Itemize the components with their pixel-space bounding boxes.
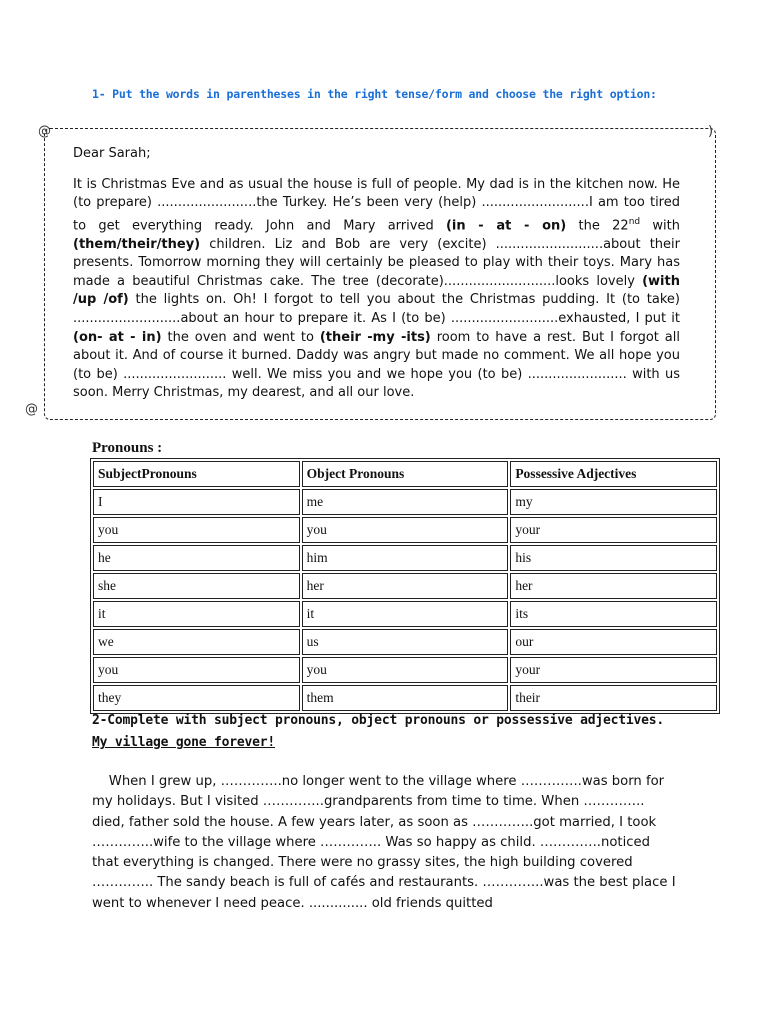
letter-option-choice: (them/their/they) [73, 236, 201, 252]
table-cell: me [302, 489, 509, 515]
table-cell: our [510, 629, 717, 655]
header-possessive-adjectives: Possessive Adjectives [510, 461, 717, 487]
table-cell: she [93, 573, 300, 599]
table-header-row [93, 461, 717, 487]
table-row [93, 685, 717, 711]
header-object-pronouns: Object Pronouns [302, 461, 509, 487]
table-cell: her [302, 573, 509, 599]
letter-option-choice: (on- at - in) [73, 329, 162, 345]
table-cell: you [302, 657, 509, 683]
letter-text-segment: the oven and went to [161, 329, 320, 345]
table-row [93, 657, 717, 683]
letter-text-segment: with [640, 218, 680, 234]
table-row [93, 545, 717, 571]
letter-option-choice: (with /up /of) [73, 273, 680, 308]
table-cell: it [93, 601, 300, 627]
table-row [93, 517, 717, 543]
letter-text-segment: the 22 [566, 218, 629, 234]
table-cell: you [93, 657, 300, 683]
exercise-2-title: 2-Complete with subject pronouns, object pronouns or possessive adjectives. [92, 713, 664, 728]
table-cell: their [510, 685, 717, 711]
header-subject-pronouns: SubjectPronouns [93, 461, 300, 487]
scroll-curl-top-right-icon: ) [708, 124, 714, 139]
pronouns-heading: Pronouns : [92, 440, 163, 456]
table-row [93, 601, 717, 627]
letter-greeting: Dear Sarah; [73, 146, 151, 161]
table-cell: we [93, 629, 300, 655]
letter-text-segment: the lights on. Oh! I forgot to tell you about the Christmas pudding. It (to take) ..........................about an hour to prepare it. As I (to be) ..........................exhausted, I put it [73, 292, 680, 327]
table-cell: it [302, 601, 509, 627]
letter-superscript: nd [628, 216, 641, 227]
letter-text-segment: It is Christmas Eve and as usual the house is full of people. My dad is in the kitchen now. He (to prepare) ........................the Turkey. He’s been very (help) ..........................I am too tired to get everything ready. John and Mary arrived [73, 176, 680, 234]
letter-option-choice: (their -my -its) [319, 329, 431, 345]
table-cell: your [510, 517, 717, 543]
table-cell: her [510, 573, 717, 599]
scroll-curl-bottom-left-icon: @ [25, 402, 38, 417]
letter-text-segment: room to have a rest. But I forgot all about it. And of course it burned. Daddy was angry but made no comment. We all hope you (to be) ......................... well. We miss you and we hope you (to be) ........................ with us soon. Merry Christmas, my dearest, and all our love. [73, 329, 680, 401]
letter-option-choice: (in - at - on) [445, 218, 567, 234]
table-row [93, 489, 717, 515]
letter-text-segment: children. Liz and Bob are very (excite) ..........................about their presents. Tomorrow morning they will certainly be pleased to play with their toys. Mary has made a beautiful Christmas cake. The tree (decorate)...........................looks lovely [73, 236, 680, 289]
table-row [93, 573, 717, 599]
pronouns-table [90, 458, 720, 714]
scroll-curl-top-left-icon: @ [38, 124, 51, 139]
table-cell: I [93, 489, 300, 515]
table-cell: they [93, 685, 300, 711]
table-cell: them [302, 685, 509, 711]
table-cell: he [93, 545, 300, 571]
christmas-letter [73, 145, 680, 403]
exercise-2-instruction [92, 710, 664, 754]
table-cell: your [510, 657, 717, 683]
table-cell: his [510, 545, 717, 571]
letter-body [73, 176, 680, 403]
exercise-1-instruction: 1- Put the words in parentheses in the right tense/form and choose the right option: [92, 87, 657, 101]
exercise-2-subtitle: My village gone forever! [92, 735, 276, 750]
table-cell: us [302, 629, 509, 655]
table-cell: its [510, 601, 717, 627]
table-cell: you [302, 517, 509, 543]
table-cell: him [302, 545, 509, 571]
table-cell: you [93, 517, 300, 543]
table-cell: my [510, 489, 717, 515]
village-text: When I grew up, …………..no longer went to the village where …………..was born for my holidays. But I visited …………..grandparents from time to time. When ………….. died, father sold the house. A few years later, as soon as …………..got married, I took …………..wife to the village where ………….. Was so happy as child. …………..noticed that everything is changed. There were no grassy sites, the high building covered ………….. The sandy beach is full of cafés and restaurants. …………..was the best place I went to whenever I need peace. .............. old friends quitted [92, 774, 680, 911]
table-row [93, 629, 717, 655]
